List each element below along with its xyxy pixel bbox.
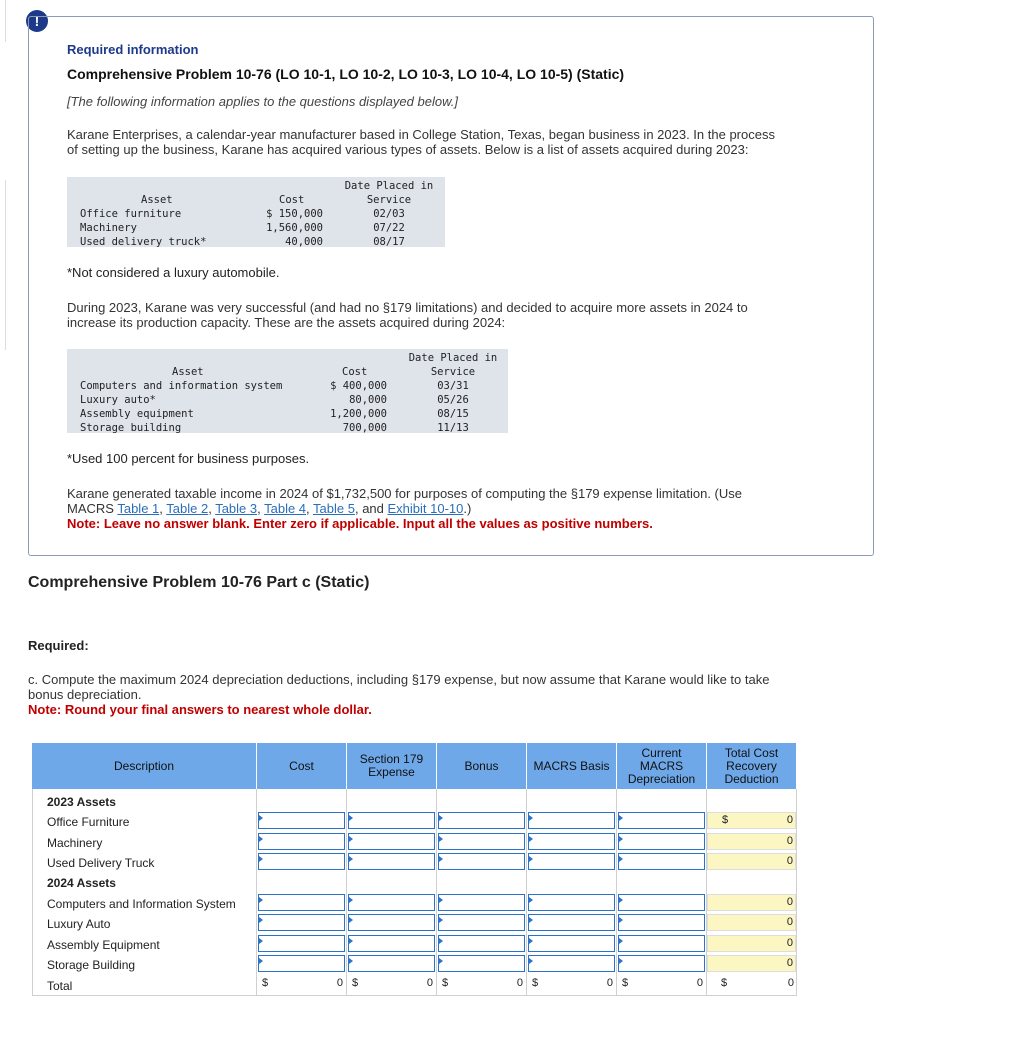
section-179-input[interactable] — [348, 812, 435, 829]
table-row-cost: $ 150,000 — [266, 208, 323, 220]
currency-symbol: $ — [262, 977, 269, 989]
link-table-1[interactable]: Table 1 — [117, 501, 160, 516]
row-computers: Computers and Information System — [47, 897, 236, 911]
currency-symbol: $ — [722, 814, 729, 826]
macrs-basis-input[interactable] — [528, 812, 615, 829]
header-macrs-basis: MACRS Basis — [527, 743, 617, 789]
bonus-input[interactable] — [438, 833, 525, 850]
table-row-date: 08/15 — [437, 408, 469, 420]
current-macrs-input[interactable] — [618, 935, 705, 952]
section-179-input[interactable] — [348, 894, 435, 911]
bonus-input[interactable] — [438, 955, 525, 972]
link-table-5[interactable]: Table 5 — [313, 501, 355, 516]
required-label: Required: — [28, 638, 89, 653]
current-macrs-input[interactable] — [618, 914, 705, 931]
macrs-basis-input[interactable] — [528, 894, 615, 911]
footnote-2024: *Used 100 percent for business purposes. — [67, 451, 310, 466]
currency-symbol: $ — [721, 977, 728, 989]
section-2024-assets: 2024 Assets — [47, 876, 116, 890]
col-date-header: Service — [430, 366, 476, 378]
total-cost-recovery-cell: $ 0 — [707, 812, 796, 829]
question-text: c. Compute the maximum 2024 depreciation deductions, including §179 expense, but now assume that Karane would like to take bonus depreciation. Note: Round your final answers to nearest whole dollar. — [28, 672, 848, 717]
table-row-date: 07/22 — [373, 222, 405, 234]
table-row-asset: Assembly equipment — [80, 408, 194, 420]
col-cost-header: Cost — [342, 366, 368, 378]
during-paragraph: During 2023, Karane was very successful (and had no §179 limitations) and decided to acquire more assets in 2024 to increase its production capacity. These are the assets acquired during 2024: — [67, 300, 748, 330]
cost-input[interactable] — [258, 894, 345, 911]
total-cost-recovery-cell: 0 — [707, 894, 796, 911]
cost-input[interactable] — [258, 833, 345, 850]
currency-symbol: $ — [622, 977, 629, 989]
total-cost-recovery-cell: 0 — [707, 955, 796, 972]
table-row-date: 02/03 — [373, 208, 405, 220]
macrs-basis-input[interactable] — [528, 955, 615, 972]
currency-symbol: $ — [442, 977, 449, 989]
table-row-date: 03/31 — [437, 380, 469, 392]
col-date-header: Date Placed in — [408, 352, 498, 364]
currency-symbol: $ — [352, 977, 359, 989]
header-cost: Cost — [257, 743, 347, 789]
bonus-input[interactable] — [438, 853, 525, 870]
header-description: Description — [32, 743, 257, 789]
header-section-179: Section 179 Expense — [347, 743, 437, 789]
macrs-basis-input[interactable] — [528, 833, 615, 850]
bonus-input[interactable] — [438, 935, 525, 952]
total-bonus: 0 — [516, 977, 523, 989]
part-title: Comprehensive Problem 10-76 Part c (Static) — [28, 574, 370, 591]
cost-input[interactable] — [258, 853, 345, 870]
required-information-label: Required information — [67, 42, 199, 57]
table-row-asset: Storage building — [80, 422, 182, 434]
current-macrs-input[interactable] — [618, 955, 705, 972]
table-row-asset: Machinery — [80, 222, 137, 234]
col-cost-header: Cost — [279, 194, 305, 206]
row-storage-building: Storage Building — [47, 958, 136, 972]
applies-note: [The following information applies to the questions displayed below.] — [67, 94, 458, 109]
table-row-cost: 1,560,000 — [266, 222, 323, 234]
rounding-note: Note: Round your final answers to nearest whole dollar. — [28, 702, 372, 717]
table-row-cost: $ 400,000 — [330, 380, 387, 392]
table-row-asset: Computers and information system — [80, 380, 283, 392]
col-asset-header: Asset — [172, 366, 204, 378]
table-row-asset: Luxury auto* — [80, 394, 156, 406]
row-assembly-equipment: Assembly Equipment — [47, 938, 160, 952]
page-edge — [0, 0, 6, 42]
total-current-macrs: 0 — [696, 977, 703, 989]
total-cost-recovery-cell: 0 — [707, 914, 796, 931]
page-edge — [0, 180, 6, 350]
col-asset-header: Asset — [141, 194, 173, 206]
link-exhibit-10-10[interactable]: Exhibit 10-10 — [387, 501, 464, 516]
alert-icon: ! — [26, 10, 48, 32]
header-total-cost-recovery: Total Cost Recovery Deduction — [707, 743, 796, 789]
cost-input[interactable] — [258, 955, 345, 972]
cost-input[interactable] — [258, 914, 345, 931]
link-table-4[interactable]: Table 4 — [264, 501, 307, 516]
total-cost-recovery-cell: 0 — [707, 833, 796, 850]
col-date-header: Service — [366, 194, 412, 206]
macrs-basis-input[interactable] — [528, 853, 615, 870]
intro-paragraph: Karane Enterprises, a calendar-year manufacturer based in College Station, Texas, began business in 2023. In the process of setting up the business, Karane has acquired various types of assets. Below is a list of assets acquired during 2023: — [67, 127, 775, 157]
current-macrs-input[interactable] — [618, 894, 705, 911]
col-date-header: Date Placed in — [344, 180, 434, 192]
table-row-cost: 80,000 — [349, 394, 387, 406]
table-row-asset: Office furniture — [80, 208, 182, 220]
required-information-box — [28, 16, 874, 556]
section-179-input[interactable] — [348, 853, 435, 870]
header-bonus: Bonus — [437, 743, 527, 789]
section-2023-assets: 2023 Assets — [47, 795, 116, 809]
problem-title: Comprehensive Problem 10-76 (LO 10-1, LO 10-2, LO 10-3, LO 10-4, LO 10-5) (Static) — [67, 66, 625, 82]
current-macrs-input[interactable] — [618, 812, 705, 829]
current-macrs-input[interactable] — [618, 853, 705, 870]
section-179-input[interactable] — [348, 914, 435, 931]
total-cost: 0 — [336, 977, 343, 989]
table-row-cost: 700,000 — [342, 422, 387, 434]
macrs-basis-input[interactable] — [528, 935, 615, 952]
cost-input[interactable] — [258, 935, 345, 952]
row-office-furniture: Office Furniture — [47, 815, 130, 829]
instruction-note: Note: Leave no answer blank. Enter zero if applicable. Input all the values as positive numbers. — [67, 516, 653, 531]
link-table-3[interactable]: Table 3 — [215, 501, 258, 516]
row-total: Total — [47, 979, 73, 993]
section-179-input[interactable] — [348, 935, 435, 952]
link-table-2[interactable]: Table 2 — [166, 501, 209, 516]
row-machinery: Machinery — [47, 836, 103, 850]
taxable-income-paragraph: Karane generated taxable income in 2024 of $1,732,500 for purposes of computing the §179 expense limitation. (Use MACRS Table 1, Table 2, Table 3, Table 4, Table 5, and Exhibit 10-10.) Note: Leave no answer blank. Enter zero if applicable. Input all the values as positive numbers. — [67, 486, 847, 531]
total-cost-recovery: 0 — [787, 977, 794, 989]
footnote-2023: *Not considered a luxury automobile. — [67, 265, 280, 280]
table-row-cost: 40,000 — [285, 236, 323, 248]
current-macrs-input[interactable] — [618, 833, 705, 850]
row-used-delivery-truck: Used Delivery Truck — [47, 856, 155, 870]
currency-symbol: $ — [532, 977, 539, 989]
bonus-input[interactable] — [438, 812, 525, 829]
table-row-date: 05/26 — [437, 394, 469, 406]
total-macrs-basis: 0 — [606, 977, 613, 989]
bonus-input[interactable] — [438, 894, 525, 911]
total-cost-recovery-cell: 0 — [707, 935, 796, 952]
total-cost-recovery-cell: 0 — [707, 853, 796, 870]
table-row-date: 08/17 — [373, 236, 405, 248]
table-row-cost: 1,200,000 — [330, 408, 387, 420]
total-section-179: 0 — [426, 977, 433, 989]
section-179-input[interactable] — [348, 955, 435, 972]
depreciation-table — [32, 743, 796, 996]
cost-input[interactable] — [258, 812, 345, 829]
header-current-macrs: Current MACRS Depreciation — [617, 743, 707, 789]
table-row-date: 11/13 — [437, 422, 469, 434]
row-luxury-auto: Luxury Auto — [47, 917, 111, 931]
section-179-input[interactable] — [348, 833, 435, 850]
table-row-asset: Used delivery truck* — [80, 236, 207, 248]
bonus-input[interactable] — [438, 914, 525, 931]
macrs-basis-input[interactable] — [528, 914, 615, 931]
